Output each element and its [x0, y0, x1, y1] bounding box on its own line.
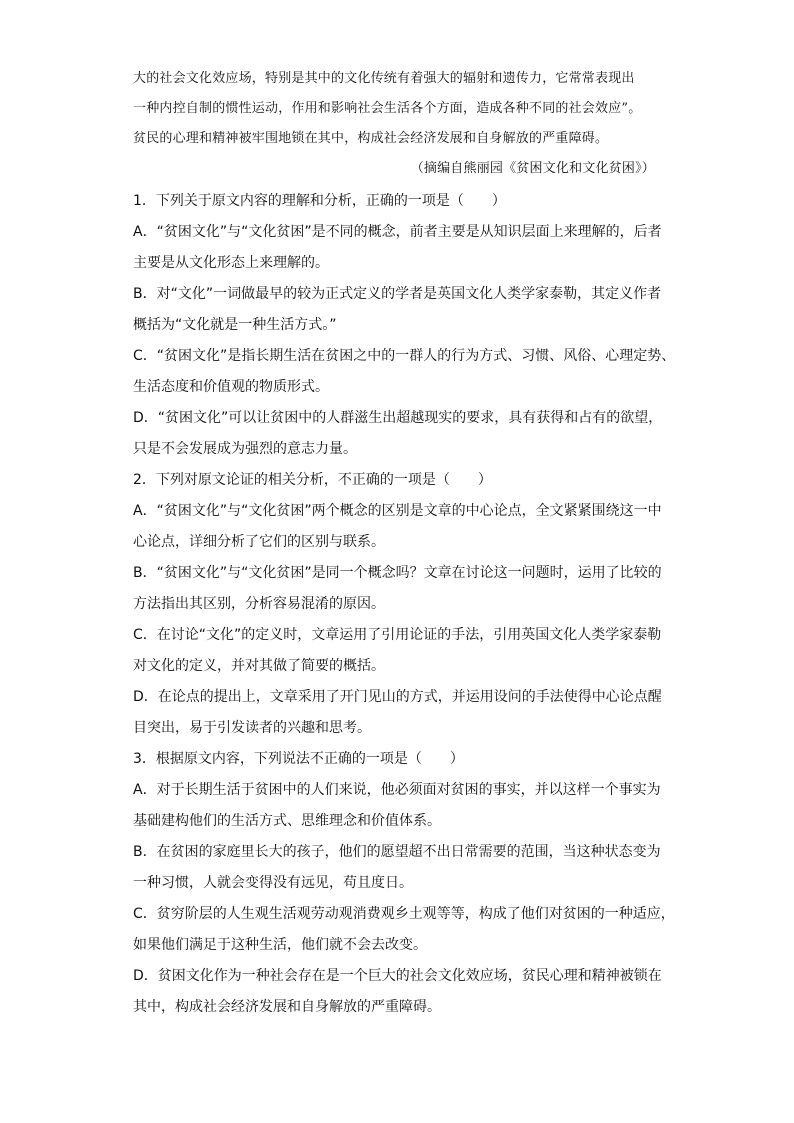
question-stem: 3．根据原文内容，下列说法不正确的一项是（ ） — [133, 751, 464, 767]
option-text: 其中，构成社会经济发展和自身解放的严重障碍。 — [133, 999, 441, 1015]
option-b[interactable] — [133, 558, 673, 620]
option-d[interactable] — [133, 403, 673, 465]
question-list — [133, 186, 676, 1023]
option-text: 目突出，易于引发读者的兴趣和思考。 — [133, 720, 371, 736]
option-b[interactable] — [133, 837, 673, 899]
option-d[interactable] — [133, 961, 673, 1023]
option-text: C．在讨论“文化”的定义时，文章运用了引用论证的手法，引用英国文化人类学家泰勒 — [133, 627, 662, 643]
option-a[interactable] — [133, 217, 673, 279]
passage-line: 一种内控自制的惯性运动，作用和影响社会生活各个方面，造成各种不同的社会效应”。 — [133, 101, 642, 116]
option-text: 如果他们满足于这种生活，他们就不会去改变。 — [133, 937, 427, 953]
question-3 — [133, 744, 673, 1023]
passage-line: 大的社会文化效应场，特别是其中的文化传统有着强大的辐射和遗传力，它常常表现出 — [133, 71, 635, 86]
option-text: 只是不会发展成为强烈的意志力量。 — [133, 441, 357, 457]
option-text: C．贫穷阶层的人生观生活观劳动观消费观乡土观等等，构成了他们对贫困的一种适应， — [133, 906, 675, 922]
option-text: A．“贫困文化”与“文化贫困”两个概念的区别是文章的中心论点，全文紧紧围绕这一中 — [133, 503, 662, 519]
option-text: 心论点，详细分析了它们的区别与联系。 — [133, 534, 385, 550]
option-text: 基础建构他们的生活方式、思维理念和价值体系。 — [133, 813, 441, 829]
option-text: 一种习惯，人就会变得没有远见，苟且度日。 — [133, 875, 413, 891]
passage-line: 贫民的心理和精神被牢围地锁在其中，构成社会经济发展和自身解放的严重障碍。 — [133, 131, 609, 146]
option-b[interactable] — [133, 279, 673, 341]
option-d[interactable] — [133, 682, 673, 744]
option-c[interactable] — [133, 341, 676, 403]
option-text: 对文化的定义，并对其做了简要的概括。 — [133, 658, 385, 674]
passage-source: （摘编自熊丽园《贫困文化和文化贫困》） — [410, 161, 655, 176]
option-text: A．对于长期生活于贫困中的人们来说，他必须面对贫困的事实，并以这样一个事实为 — [133, 782, 661, 798]
option-text: B．在贫困的家庭里长大的孩子，他们的愿望超不出日常需要的范围，当这种状态变为 — [133, 844, 661, 860]
option-c[interactable] — [133, 620, 673, 682]
option-text: 生活态度和价值观的物质形式。 — [133, 379, 329, 395]
question-2 — [133, 465, 673, 744]
option-text: A．“贫困文化”与“文化贫困”是不同的概念，前者主要是从知识层面上来理解的，后者 — [133, 224, 662, 240]
option-text: D．贫困文化作为一种社会存在是一个巨大的社会文化效应场，贫民心理和精神被锁在 — [133, 968, 662, 984]
option-text: D．“贫困文化”可以让贫困中的人群滋生出超越现实的要求，具有获得和占有的欲望， — [133, 410, 663, 426]
question-stem: 2．下列对原文论证的相关分析，不正确的一项是（ ） — [133, 472, 492, 488]
option-text: B．“贫困文化”与“文化贫困”是同一个概念吗？文章在讨论这一问题时，运用了比较的 — [133, 565, 662, 581]
option-a[interactable] — [133, 775, 673, 837]
passage-excerpt — [133, 64, 673, 184]
option-text: B．对“文化”一词做最早的较为正式定义的学者是英国文化人类学家泰勒，其定义作者 — [133, 286, 662, 302]
option-text: 方法指出其区别，分析容易混淆的原因。 — [133, 596, 385, 612]
question-1 — [133, 186, 676, 465]
option-text: C．“贫困文化”是指长期生活在贫困之中的一群人的行为方式、习惯、风俗、心理定势、 — [133, 348, 676, 364]
option-a[interactable] — [133, 496, 673, 558]
option-text: 主要是从文化形态上来理解的。 — [133, 255, 329, 271]
question-stem: 1．下列关于原文内容的理解和分析，正确的一项是（ ） — [133, 193, 506, 209]
option-text: D．在论点的提出上，文章采用了开门见山的方式，并运用设问的手法使得中心论点醒 — [133, 689, 662, 705]
option-text: 概括为“文化就是一种生活方式。” — [133, 317, 337, 333]
option-c[interactable] — [133, 899, 673, 961]
